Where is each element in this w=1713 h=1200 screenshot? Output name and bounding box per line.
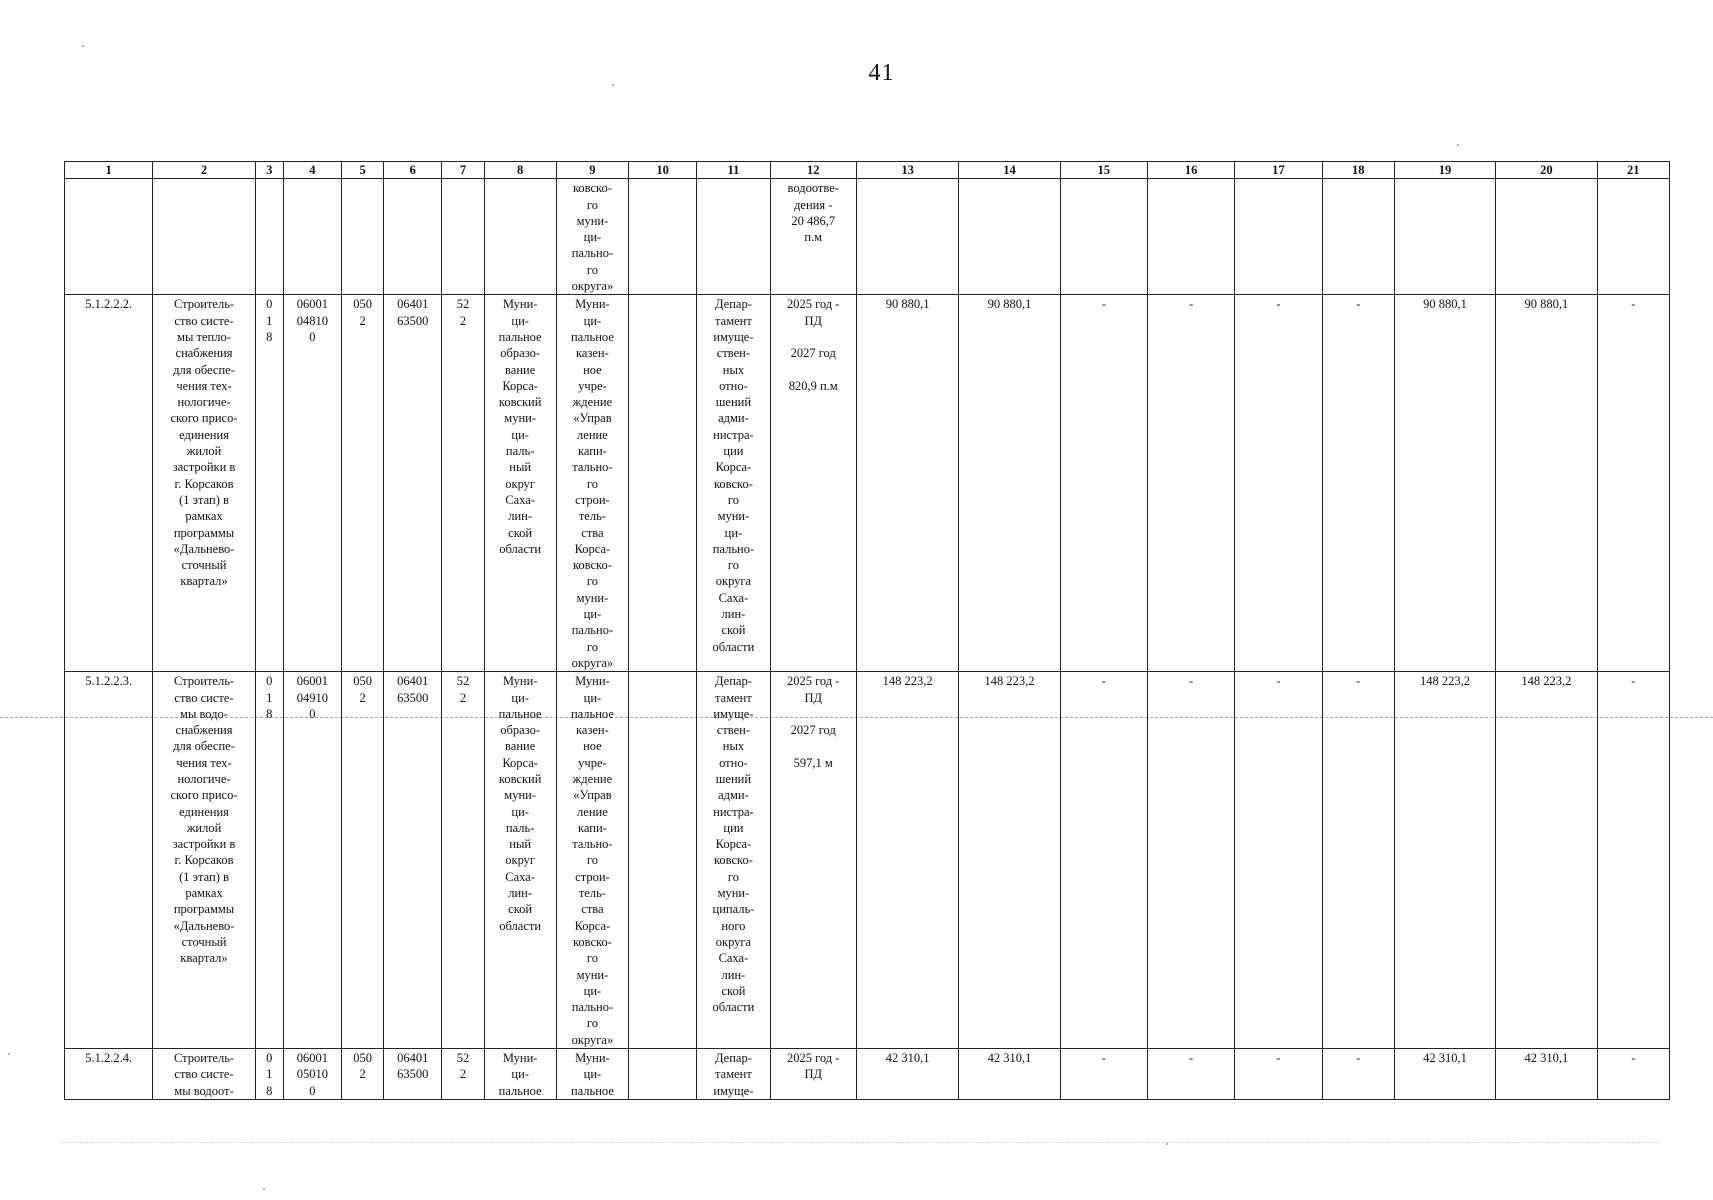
cell-description: Строитель- ство систе- мы водоот- <box>153 1049 255 1100</box>
cell-value <box>959 179 1060 295</box>
scan-speck <box>263 1188 265 1190</box>
cell-text: Депар- тамент имуще- ствен- ных отно- шений адми- нистра- ции Корса- ковско- го муни- ципаль- ного округа Саха- лин- ской области <box>697 672 770 1049</box>
cell-text <box>629 672 697 1049</box>
table-row <box>65 672 1670 1049</box>
scan-speck <box>8 1053 10 1055</box>
cell-text: Муни- ци- пальное <box>484 1049 556 1100</box>
column-header: 14 <box>959 162 1060 179</box>
scan-artifact-footer <box>60 1142 1660 1143</box>
table-row <box>65 295 1670 672</box>
cell-code: 06401 63500 <box>384 295 442 672</box>
table-row-continuation <box>65 179 1670 295</box>
cell-value: - <box>1060 1049 1147 1100</box>
column-header: 6 <box>384 162 442 179</box>
column-header: 5 <box>342 162 384 179</box>
column-header: 11 <box>697 162 770 179</box>
cell-value <box>1597 179 1669 295</box>
scan-speck <box>1166 1143 1168 1145</box>
cell-value: - <box>1322 295 1394 672</box>
column-header: 21 <box>1597 162 1669 179</box>
cell-code: 0 1 8 <box>255 295 283 672</box>
column-header: 18 <box>1322 162 1394 179</box>
cell-item-number <box>65 179 153 295</box>
cell-code <box>283 179 341 295</box>
cell-value: - <box>1597 1049 1669 1100</box>
cell-item-number: 5.1.2.2.4. <box>65 1049 153 1100</box>
cell-text: Муни- ци- пальное образо- вание Корса- ковский муни- ци- паль- ный округ Саха- лин- ской области <box>484 295 556 672</box>
cell-value: - <box>1322 672 1394 1049</box>
cell-text <box>629 179 697 295</box>
cell-value: - <box>1235 1049 1322 1100</box>
cell-code <box>384 179 442 295</box>
budget-table <box>64 161 1670 1100</box>
cell-text <box>697 179 770 295</box>
column-number-row <box>65 162 1670 179</box>
cell-value <box>1322 179 1394 295</box>
cell-value <box>1147 179 1234 295</box>
cell-value: - <box>1597 672 1669 1049</box>
cell-code: 050 2 <box>342 672 384 1049</box>
cell-value: - <box>1060 295 1147 672</box>
cell-code: 050 2 <box>342 295 384 672</box>
cell-text: Депар- тамент имуще- <box>697 1049 770 1100</box>
cell-value: 90 880,1 <box>1496 295 1597 672</box>
column-header: 19 <box>1394 162 1495 179</box>
scan-speck <box>612 84 614 86</box>
column-header: 20 <box>1496 162 1597 179</box>
cell-value: 42 310,1 <box>959 1049 1060 1100</box>
column-header: 13 <box>856 162 958 179</box>
cell-value: - <box>1235 672 1322 1049</box>
cell-text <box>484 179 556 295</box>
cell-value: - <box>1597 295 1669 672</box>
cell-text: Муни- ци- пальное <box>556 1049 628 1100</box>
page-number: 41 <box>868 60 895 86</box>
cell-value: 90 880,1 <box>959 295 1060 672</box>
cell-text <box>629 295 697 672</box>
cell-item-number: 5.1.2.2.2. <box>65 295 153 672</box>
cell-text: 2025 год - ПД 2027 год 597,1 м <box>770 672 856 1049</box>
cell-text: Депар- тамент имуще- ствен- ных отно- шений адми- нистра- ции Корса- ковско- го муни- ци- пально- го округа Саха- лин- ской области <box>697 295 770 672</box>
cell-description: Строитель- ство систе- мы водо- снабжения для обеспе- чения тех- нологиче- ского присо- единения жилой застройки в г. Корсаков (1 этап) в рамках программы «Дальнево- сточный квартал» <box>153 672 255 1049</box>
cell-code <box>442 179 484 295</box>
cell-code: 06001 04910 0 <box>283 672 341 1049</box>
cell-text: Муни- ци- пальное казен- ное учре- ждение «Управ ление капи- тально- го строи- тель- ства Корса- ковско- го муни- ци- пально- го округа» <box>556 295 628 672</box>
column-header: 1 <box>65 162 153 179</box>
cell-text: 2025 год - ПД 2027 год 820,9 п.м <box>770 295 856 672</box>
cell-code: 52 2 <box>442 672 484 1049</box>
cell-value: 42 310,1 <box>856 1049 958 1100</box>
column-header: 3 <box>255 162 283 179</box>
cell-value: - <box>1147 1049 1234 1100</box>
cell-text: водоотве- дения - 20 486,7 п.м <box>770 179 856 295</box>
cell-text: Муни- ци- пальное образо- вание Корса- ковский муни- ци- паль- ный округ Саха- лин- ской области <box>484 672 556 1049</box>
cell-value: - <box>1060 672 1147 1049</box>
cell-value <box>856 179 958 295</box>
cell-code: 52 2 <box>442 1049 484 1100</box>
cell-value <box>1235 179 1322 295</box>
cell-value: 42 310,1 <box>1394 1049 1495 1100</box>
cell-text: 2025 год - ПД <box>770 1049 856 1100</box>
column-header: 15 <box>1060 162 1147 179</box>
cell-code <box>342 179 384 295</box>
cell-value: - <box>1322 1049 1394 1100</box>
scan-speck <box>1457 144 1459 146</box>
column-header: 16 <box>1147 162 1234 179</box>
cell-text <box>629 1049 697 1100</box>
column-header: 4 <box>283 162 341 179</box>
scan-speck <box>82 45 84 47</box>
cell-code: 06001 04810 0 <box>283 295 341 672</box>
cell-value: - <box>1235 295 1322 672</box>
cell-value: 148 223,2 <box>1496 672 1597 1049</box>
column-header: 8 <box>484 162 556 179</box>
column-header: 7 <box>442 162 484 179</box>
column-header: 9 <box>556 162 628 179</box>
cell-code: 0 1 8 <box>255 1049 283 1100</box>
cell-code: 0 1 8 <box>255 672 283 1049</box>
cell-code: 06001 05010 0 <box>283 1049 341 1100</box>
column-header: 10 <box>629 162 697 179</box>
table-row <box>65 1049 1670 1100</box>
cell-value <box>1060 179 1147 295</box>
cell-description <box>153 179 255 295</box>
cell-value: - <box>1147 295 1234 672</box>
cell-value: 148 223,2 <box>1394 672 1495 1049</box>
cell-code: 050 2 <box>342 1049 384 1100</box>
cell-code: 06401 63500 <box>384 1049 442 1100</box>
cell-value <box>1394 179 1495 295</box>
cell-code <box>255 179 283 295</box>
cell-value: 148 223,2 <box>856 672 958 1049</box>
cell-code: 06401 63500 <box>384 672 442 1049</box>
cell-value: 90 880,1 <box>856 295 958 672</box>
column-header: 2 <box>153 162 255 179</box>
cell-value: - <box>1147 672 1234 1049</box>
cell-item-number: 5.1.2.2.3. <box>65 672 153 1049</box>
cell-text: ковско- го муни- ци- пально- го округа» <box>556 179 628 295</box>
cell-value: 42 310,1 <box>1496 1049 1597 1100</box>
cell-value: 148 223,2 <box>959 672 1060 1049</box>
cell-text: Муни- ци- пальное казен- ное учре- ждение «Управ ление капи- тально- го строи- тель- ства Корса- ковско- го муни- ци- пально- го округа» <box>556 672 628 1049</box>
cell-description: Строитель- ство систе- мы тепло- снабжения для обеспе- чения тех- нологиче- ского присо- единения жилой застройки в г. Корсаков (1 этап) в рамках программы «Дальнево- сточный квартал» <box>153 295 255 672</box>
column-header: 17 <box>1235 162 1322 179</box>
column-header: 12 <box>770 162 856 179</box>
cell-value <box>1496 179 1597 295</box>
cell-code: 52 2 <box>442 295 484 672</box>
cell-value: 90 880,1 <box>1394 295 1495 672</box>
